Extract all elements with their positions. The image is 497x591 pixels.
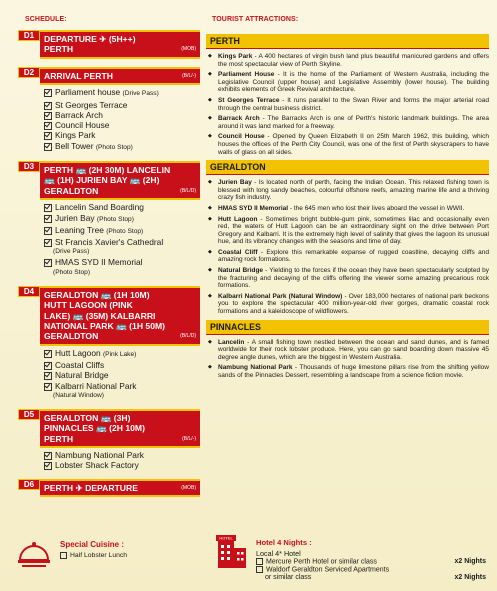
- footer: [0, 532, 497, 591]
- attractions-column: [206, 30, 489, 383]
- day-items: [44, 202, 200, 277]
- meal-tag: (B/L/-): [182, 72, 196, 79]
- schedule-item: [44, 450, 200, 460]
- day-label: D2: [18, 67, 40, 78]
- schedule-item: [44, 87, 200, 99]
- schedule-item: [44, 213, 200, 225]
- schedule-item-text: Hutt Lagoon: [55, 347, 101, 358]
- hotel-name: Mercure Perth Hotel or similar class: [266, 558, 377, 566]
- checkbox-icon: [44, 383, 52, 391]
- attraction-name: Barrack Arch: [218, 115, 260, 123]
- schedule-item: [44, 225, 200, 237]
- attraction-item: [206, 205, 489, 213]
- attraction-name: Parliament House: [218, 71, 275, 79]
- schedule-item: [44, 381, 200, 391]
- day-label: D3: [18, 161, 40, 172]
- schedule-item: [44, 370, 200, 380]
- day-header-line: PERTH: [44, 433, 74, 444]
- schedule-item-text: Barrack Arch: [55, 109, 103, 120]
- schedule-item: [44, 100, 200, 110]
- day-header-line: PINNACLES 🚌 (2H 10M): [44, 423, 145, 434]
- day-header: [40, 409, 200, 448]
- attraction-item: [206, 179, 489, 202]
- schedule-item-text: Kings Park: [55, 130, 96, 141]
- checkbox-icon: [44, 227, 52, 235]
- day-label: D1: [18, 30, 40, 41]
- attraction-name: St Georges Terrace: [218, 96, 280, 104]
- hotel-building-icon: [212, 534, 250, 568]
- day-header: [40, 286, 200, 346]
- checkbox-icon: [44, 452, 52, 460]
- attraction-name: Kings Park: [218, 53, 253, 60]
- attraction-desc: - Explore this remarkable expanse of rugged coastline, decaying cliffs and amazing rock formations.: [218, 248, 489, 264]
- schedule-item: [44, 360, 200, 370]
- attraction-desc: - Is located north of perth, facing the Indian Ocean. This relaxed fishing town is blessed with long sandy beaches, colourful offshore reefs, amazing marine life and a thriving crazy fish industry.: [218, 179, 489, 202]
- hotel-sign-text: HOTEL: [219, 535, 233, 541]
- attraction-desc: - Over 183,000 hectares of national park beckons you to explore the spectacular 400 million-year-old river gorges, dramatic coastal rock formations and a kaleidoscope of wildflowers.: [218, 292, 489, 316]
- attraction-item: [206, 293, 489, 316]
- schedule-item-text: St Francis Xavier's Cathedral: [55, 237, 164, 248]
- attraction-desc: - A small fishing town nestled between the ocean and sand dunes, and is famed worldwide for their rock lobster produce. Here, you can go sand boarding down massive 45 degree angle dunes, which are the biggest in Western Australia.: [218, 338, 489, 361]
- day-header: [40, 67, 200, 85]
- schedule-item-text: St Georges Terrace: [55, 99, 128, 110]
- checkbox-icon: [44, 362, 52, 370]
- attraction-item: [206, 339, 489, 362]
- meal-tag: (B/L/-): [182, 435, 196, 442]
- day-label: D4: [18, 286, 40, 297]
- schedule-item-note: (Drive Pass): [122, 90, 159, 98]
- day-d3: [18, 161, 200, 278]
- checkbox-icon: [44, 215, 52, 223]
- section-header-geraldton: GERALDTON: [206, 160, 489, 175]
- day-header-line: GERALDTON: [44, 185, 99, 196]
- day-d5: [18, 409, 200, 471]
- schedule-item: [44, 348, 200, 360]
- day-d4: [18, 286, 200, 401]
- schedule-item-note: (Photo Stop): [96, 215, 134, 223]
- checkbox-icon: [60, 552, 67, 559]
- attraction-desc: - Sometimes bright bubble-gum pink, sometimes lilac and occasionally even red, the waters of Hutt Lagoon can be an extraordinary sight on the drive between Port Gregory and Kalbarri. It is the extremely high level of salinity that gives the lagoon its unusual hue, and its vibrancy changes with the seasons and time of day.: [218, 215, 489, 246]
- attraction-item: [206, 267, 489, 290]
- checkbox-icon: [44, 132, 52, 140]
- checkbox-icon: [44, 112, 52, 120]
- day-items: [44, 450, 200, 471]
- schedule-item-text: Nambung National Park: [55, 450, 144, 461]
- meal-tag: (MOB): [181, 46, 196, 53]
- attraction-name: Kalbarri National Park (Natural Window): [218, 292, 343, 300]
- schedule-item-note: (Photo Stop): [106, 227, 144, 235]
- hotel-nights: x2 Nights: [454, 574, 486, 581]
- day-header-line: GERALDTON: [44, 331, 99, 342]
- day-header-line: PERTH 🚌 (2H 30M) LANCELIN: [44, 165, 171, 175]
- day-d2: [18, 67, 200, 153]
- day-header-line: HUTT LAGOON (PINK: [44, 300, 133, 311]
- attraction-name: Natural Bridge: [218, 267, 264, 275]
- day-header-line: GERALDTON 🚌 (1H 10M): [44, 289, 150, 300]
- day-header-line: ARRIVAL PERTH: [44, 70, 113, 81]
- attractions-title: TOURIST ATTRACTIONS:: [212, 16, 299, 23]
- attraction-name: Jurien Bay: [218, 179, 252, 187]
- attraction-desc: - Thousands of huge limestone pillars rise from the shifting yellow sands of the Pinnacles Dessert, resembling a landscape from a science fiction movie.: [218, 364, 489, 379]
- section-header-pinnacles: PINNACLES: [206, 320, 489, 335]
- checkbox-icon: [44, 239, 52, 247]
- schedule-item-text: Leaning Tree: [55, 224, 104, 235]
- attraction-name: Lancelin: [218, 338, 245, 346]
- schedule-item-text: Kalbarri National Park: [55, 380, 137, 391]
- schedule-item-sub: (Natural Window): [53, 391, 104, 399]
- hotel-nights: x2 Nights: [454, 558, 486, 565]
- attraction-item: [206, 53, 489, 68]
- schedule-item-sub: (Drive Pass): [53, 248, 90, 256]
- attraction-name: HMAS SYD II Memorial: [218, 204, 289, 212]
- checkbox-icon: [44, 462, 52, 470]
- checkbox-icon: [44, 89, 52, 97]
- schedule-item-text: HMAS SYD II Memorial: [55, 257, 143, 268]
- attraction-desc: - A 400 hectares of virgin bush land plus beautiful manicured gardens and offers the most spectacular view of Perth Skyline.: [218, 53, 489, 68]
- meal-tag: (MOB): [181, 484, 196, 491]
- day-header: [40, 30, 200, 59]
- day-label: D6: [18, 479, 40, 490]
- day-header-line: PERTH ✈ DEPARTURE: [44, 482, 138, 493]
- checkbox-icon: [256, 566, 263, 573]
- checkbox-icon: [44, 143, 52, 151]
- checkbox-icon: [44, 350, 52, 358]
- attraction-item: [206, 97, 489, 112]
- schedule-item: [44, 120, 200, 130]
- attraction-item: [206, 71, 489, 94]
- attraction-item: [206, 216, 489, 246]
- day-header-line: GERALDTON 🚌 (3H): [44, 412, 131, 423]
- hotel-class: or similar class: [265, 574, 312, 581]
- hotel-title: Hotel 4 Nights :: [256, 538, 312, 547]
- day-header: [40, 479, 200, 497]
- schedule-item-text: Coastal Cliffs: [55, 360, 105, 371]
- schedule-item-note: (Photo Stop): [95, 143, 133, 151]
- schedule-item-text: Lancelin Sand Boarding: [55, 202, 144, 213]
- attraction-item: [206, 133, 489, 156]
- schedule-item-text: Jurien Bay: [55, 212, 95, 223]
- schedule-item-text: Council House: [55, 120, 110, 131]
- schedule-item: [44, 460, 200, 470]
- day-header-line: DEPARTURE ✈ (5H++): [44, 34, 136, 44]
- attraction-desc: - It runs parallel to the Swan River and forms the major arterial road through the central business district.: [218, 96, 489, 112]
- day-d6: [18, 479, 200, 497]
- schedule-item: [44, 237, 200, 247]
- day-header-line: LAKE) 🚌 (35M) KALBARRI: [44, 310, 156, 321]
- checkbox-icon: [44, 259, 52, 267]
- attraction-desc: - Opened by Queen Elizabeth II on 25th March 1962, this building, which houses the offices of the Perth City Council, was one of the first of Perth skyscrapers to have walls of glass on all sides.: [218, 133, 489, 156]
- attraction-desc: - The Barracks Arch is one of Perth's historic landmark buildings. The area around it was land marked for a freeway.: [218, 115, 489, 130]
- attraction-item: [206, 364, 489, 379]
- schedule-item: [44, 141, 200, 153]
- schedule-item-text: Parliament house: [55, 87, 121, 98]
- attraction-name: Council House: [218, 133, 265, 141]
- day-header-line: NATIONAL PARK 🚌 (1H 50M): [44, 320, 165, 331]
- meal-tag: (B/L/D): [180, 187, 196, 194]
- day-header: [40, 161, 200, 200]
- schedule-item-text: Lobster Shack Factory: [55, 460, 139, 471]
- chef-cloche-icon: [16, 536, 52, 570]
- attraction-desc: - It is the home of the Parliament of Western Australia, including the Legislative Council (upper house) and Legislative Assembly (lower house). The building exhibits elements of Greek Revival architecture.: [218, 71, 489, 94]
- day-header-line: PERTH: [44, 44, 74, 55]
- schedule-item: [44, 202, 200, 212]
- checkbox-icon: [44, 122, 52, 130]
- day-items: [44, 348, 200, 401]
- special-cuisine-item: [60, 552, 127, 559]
- attraction-name: Hutt Lagoon: [218, 215, 258, 223]
- checkbox-icon: [44, 372, 52, 380]
- hotel-row-2b: [256, 574, 486, 582]
- schedule-item: [44, 257, 200, 267]
- day-header-line: 🚌 (1H) JURIEN BAY 🚌 (2H): [44, 175, 160, 186]
- checkbox-icon: [44, 204, 52, 212]
- hotel-local: Local 4* Hotel: [256, 549, 301, 558]
- checkbox-icon: [44, 102, 52, 110]
- day-items: [44, 87, 200, 153]
- attraction-item: [206, 249, 489, 264]
- section-header-perth: PERTH: [206, 34, 489, 49]
- checkbox-icon: [256, 558, 263, 565]
- cuisine-item-label: Half Lobster Lunch: [70, 552, 128, 559]
- hotel-name: Waldorf Geraldton Serviced Apartments: [266, 566, 390, 574]
- attraction-desc: - the 645 men who lost their lives aboard the vessel in WWII.: [288, 204, 465, 212]
- schedule-item-text: Bell Tower: [55, 140, 94, 151]
- schedule-column: [18, 30, 200, 505]
- day-d1: [18, 30, 200, 59]
- day-label: D5: [18, 409, 40, 420]
- schedule-item-text: Natural Bridge: [55, 370, 109, 381]
- special-cuisine-title: Special Cuisine :: [60, 540, 125, 549]
- attraction-name: Coastal Cliff: [218, 248, 258, 256]
- schedule-title: SCHEDULE:: [25, 16, 67, 23]
- attraction-desc: - Yielding to the forces if the ocean they have been spectacularly sculpted by the fracturing and decaying of the cliffs offering the viewer some amazing precarious rock formations.: [218, 267, 489, 290]
- attraction-item: [206, 115, 489, 130]
- attraction-name: Nambung National Park: [218, 364, 293, 372]
- schedule-item: [44, 110, 200, 120]
- meal-tag: (B/L/D): [180, 333, 196, 340]
- schedule-item: [44, 130, 200, 140]
- schedule-item-sub: (Photo Stop): [53, 268, 91, 276]
- schedule-item-note: (Pink Lake): [102, 350, 137, 358]
